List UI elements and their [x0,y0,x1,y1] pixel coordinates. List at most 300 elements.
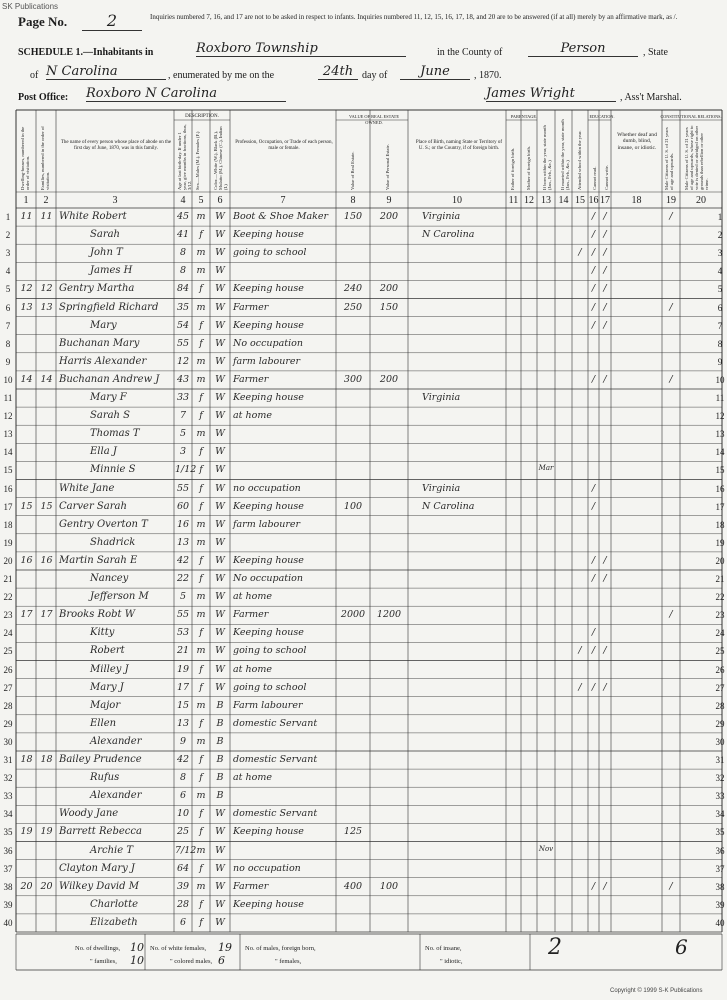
family-number: 11 [40,211,53,222]
birthplace: Virginia [422,392,461,403]
sex: f [199,500,203,512]
line-number: 35 [715,827,725,838]
cannot-write: / [603,681,607,693]
dwellings-label: No. of dwellings, [75,945,121,952]
column-number: 14 [558,195,569,206]
person-name: Robert [90,645,125,657]
line-number: 25 [715,646,725,657]
real-estate-value: 300 [343,373,363,385]
personal-estate-value: 200 [379,283,399,295]
line-number: 1 [717,212,723,222]
color: W [215,573,225,584]
real-estate-value: 150 [343,211,363,222]
line-number: 40 [3,917,13,928]
idiotic-label: " idiotic, [440,958,463,965]
line-number: 12 [715,411,725,422]
person-name: Major [90,699,121,711]
person-name: Harris Alexander [59,355,147,367]
line-number: 40 [715,917,725,928]
person-name: Sarah S [90,410,131,422]
occupation: at home [233,663,272,675]
dwelling-number: 17 [20,609,33,621]
color: W [215,464,225,476]
line-number: 26 [715,664,725,675]
col-vote-denied-header: Male Citizens of U. S. of 21 years of age and upwards, whose right to vote is denied or abridged on other grounds than rebellion or other crime. [684,125,709,190]
occupation: Keeping house [233,554,304,566]
cannot-write: / [603,247,607,259]
constitutional-header: CONSTITUTIONAL RELATIONS. [660,114,722,119]
line-number: 8 [5,338,11,349]
color: W [215,211,225,222]
dwelling-number: 18 [20,754,33,765]
marshal-label: , Ass't Marshal. [620,92,682,103]
person-name: Mary J [90,681,124,693]
age: 55 [176,482,190,494]
person-name: Brooks Robt W [59,609,135,621]
cannot-write: / [603,554,607,566]
color: W [215,247,225,259]
family-number: 12 [40,283,53,295]
line-number: 1 [5,212,11,222]
line-number: 2 [717,230,723,241]
color: W [215,645,225,657]
page-number: 2 [82,11,142,31]
line-number: 37 [715,863,725,874]
occupation: Keeping house [233,898,304,910]
col-infirmity-header: Whether deaf and dumb, blind, insane, or idiotic. [617,132,657,151]
age: 12 [176,355,190,367]
age: 45 [176,211,190,222]
age: 5 [179,591,187,603]
line-number: 34 [3,809,13,820]
sex: m [196,247,206,259]
line-number: 29 [3,718,13,729]
person-name: Thomas T [90,428,140,440]
sex: f [199,319,203,331]
male-citizen: / [669,373,673,385]
person-name: Mary [90,319,117,331]
line-number: 11 [715,393,725,403]
day-label: day of [362,70,388,81]
state: N Carolina [46,64,166,80]
sex: m [196,355,206,367]
attended-school: / [578,645,582,657]
line-number: 28 [715,700,725,711]
age: 15 [176,699,190,711]
cannot-read: / [591,283,596,295]
age: 54 [176,319,190,331]
col-male-citizens-header: Male Citizens of U. S. of 21 years of age and upwards. [664,127,674,190]
tally-mark-b: 6 [675,935,688,959]
col-sex-header: Sex.—Males (M.), Females (F.) [195,131,200,190]
sex: f [199,482,203,494]
occupation: at home [233,772,272,784]
line-number: 15 [715,465,725,476]
age: 13 [176,717,190,729]
age: 13 [176,536,190,548]
line-number: 21 [715,574,725,584]
cannot-read: / [591,265,596,277]
family-number: 19 [40,826,53,838]
family-number: 15 [40,500,53,512]
sex: m [196,265,206,277]
color: B [216,754,224,765]
line-number: 22 [715,592,725,603]
col-name-header: The name of every person whose place of abode on the first day of June, 1870, was in this family. [60,140,172,151]
sex: f [199,754,203,765]
cannot-read: / [591,247,596,259]
line-number: 3 [717,248,723,259]
person-name: Ella J [90,446,117,458]
dwelling-number: 19 [20,826,33,838]
col-cannot-read-header: Cannot read. [592,166,597,190]
age: 42 [176,754,190,765]
color: W [215,265,225,277]
column-number: 17 [600,195,610,206]
sex: m [196,844,206,856]
cannot-write: / [603,301,607,313]
column-number: 2 [43,195,49,206]
line-number: 16 [715,483,725,494]
age: 41 [176,229,190,241]
sex: m [196,211,206,222]
line-number: 36 [715,845,725,856]
color: W [215,283,225,295]
cannot-read: / [591,554,596,566]
dwelling-number: 11 [20,211,33,222]
line-number: 10 [3,374,13,385]
col-school-header: Attended school within the year. [577,130,582,190]
sex: m [196,735,206,747]
line-number: 19 [3,537,13,548]
age: 19 [176,663,190,675]
cannot-write: / [603,573,607,584]
cannot-read: / [591,573,596,584]
line-number: 39 [715,899,725,910]
age: 21 [176,645,190,657]
cannot-read: / [591,880,596,892]
person-name: Bailey Prudence [59,754,142,765]
foreign-females-label: " females, [275,958,302,965]
cannot-read: / [591,229,596,241]
sex: f [199,337,203,349]
sex: f [199,772,203,784]
male-citizen: / [669,301,673,313]
family-number: 14 [40,373,53,385]
occupation: Farmer [233,609,269,621]
line-number: 39 [3,899,13,910]
line-number: 4 [717,266,723,277]
color: W [215,482,225,494]
line-number: 4 [5,266,11,277]
line-number: 17 [715,501,725,512]
colored-males-label: " colored males, [170,958,213,965]
sex: f [199,283,203,295]
person-name: White Robert [59,211,127,222]
line-number: 18 [715,519,725,530]
occupation: going to school [233,681,307,693]
birthplace: N Carolina [422,229,475,241]
sex: m [196,301,206,313]
line-number: 27 [3,682,13,693]
attended-school: / [578,247,582,259]
real-estate-value: 400 [343,880,363,892]
sex: m [196,518,206,530]
column-number: 18 [631,195,642,206]
line-number: 25 [3,646,13,657]
color: B [216,717,224,729]
col-color-header: Color.—White (W.), Black (B.), Mulatto (M.), Chinese (C.), Indian (I.) [213,126,228,190]
sex: f [199,229,203,241]
col-age-header: Age at last birth-day. If under 1 year, give months in fractions, thus, 3/12. [177,124,192,190]
occupation: No occupation [233,573,303,584]
color: W [215,355,225,367]
family-number: 17 [40,609,53,621]
sex: f [199,826,203,838]
person-name: Archie T [90,844,134,856]
line-number: 30 [3,736,13,747]
occupation: farm labourer [233,355,301,367]
families-label: " families, [90,958,117,965]
marshal: James Wright [486,86,616,102]
line-number: 22 [3,592,13,603]
sex: f [199,717,203,729]
line-number: 12 [3,411,13,422]
column-number: 16 [588,195,599,206]
cannot-write: / [603,211,607,222]
age: 5 [179,428,187,440]
age: 8 [179,265,187,277]
sex: f [199,681,203,693]
month: June [400,64,470,80]
sex: m [196,880,206,892]
line-number: 6 [717,302,723,313]
line-number: 23 [715,610,725,621]
line-number: 11 [3,393,13,403]
line-number: 7 [717,320,723,331]
column-number: 3 [112,195,118,206]
person-name: Alexander [90,735,142,747]
col-mother-foreign-header: Mother of foreign birth. [526,146,531,190]
dwellings-count: 10 [130,941,144,954]
real-estate-value: 240 [343,283,363,295]
line-number: 21 [3,574,13,584]
sex: m [196,699,206,711]
education-header: EDUCATION. [589,114,615,119]
male-citizen: / [669,211,673,222]
line-number: 30 [715,736,725,747]
col-dwelling-header: Dwelling-houses, numbered in the order of visitation. [20,126,30,190]
state-label: , State [643,47,668,58]
col-real-estate-header: Value of Real Estate. [350,151,355,190]
column-number: 9 [386,195,392,206]
line-number: 38 [3,881,13,892]
age: 16 [176,518,190,530]
age: 39 [176,880,190,892]
age: 25 [176,826,190,838]
line-number: 9 [5,356,11,367]
sex: f [199,808,203,820]
cannot-write: / [603,283,607,295]
sex: m [196,609,206,621]
line-number: 24 [3,628,13,639]
foreign-males-label: No. of males, foreign born, [245,945,316,952]
cannot-write: / [603,265,607,277]
occupation: at home [233,410,272,422]
insane-label: No. of insane, [425,945,462,952]
year: , 1870. [474,70,502,81]
column-number: 1 [23,195,29,206]
occupation: Keeping house [233,229,304,241]
line-number: 37 [3,863,13,874]
sex: f [199,663,203,675]
occupation: no occupation [233,482,301,494]
color: W [215,392,225,403]
col-married-year-header: If married within the year, state month (Jan., Feb., &c.) [560,119,570,190]
line-number: 5 [717,284,723,295]
line-number: 19 [715,537,725,548]
value-header: VALUE OF REAL ESTATE OWNED. [348,114,399,125]
line-number: 31 [3,755,13,765]
sex: m [196,645,206,657]
line-number: 2 [5,230,11,241]
color: W [215,319,225,331]
person-name: Jefferson M [90,591,149,603]
column-number: 12 [524,195,534,206]
age: 55 [176,337,190,349]
personal-estate-value: 100 [379,880,399,892]
line-number: 32 [715,773,725,784]
person-name: Wilkey David M [59,880,139,892]
age: 42 [176,554,190,566]
color: W [215,681,225,693]
color: W [215,410,225,422]
cannot-read: / [591,211,596,222]
real-estate-value: 125 [343,826,363,838]
column-number: 5 [198,195,204,206]
person-name: White Jane [59,482,115,494]
age: 10 [176,808,190,820]
age: 8 [179,247,187,259]
age: 9 [179,735,187,747]
column-number: 11 [508,195,519,206]
person-name: Elizabeth [90,916,138,928]
occupation: Keeping house [233,826,304,838]
dwelling-number: 16 [20,554,33,566]
age: 17 [176,681,190,693]
watermark: SK Publications [2,2,59,11]
cannot-write: / [603,645,607,657]
occupation: domestic Servant [233,717,318,729]
cannot-read: / [591,645,596,657]
age: 6 [179,916,187,928]
person-name: James H [90,265,133,277]
column-number: 7 [280,195,286,206]
color: W [215,428,225,440]
cannot-read: / [591,373,596,385]
column-number: 19 [666,195,676,206]
color: B [216,699,224,711]
family-number: 20 [40,880,53,892]
line-number: 29 [715,718,725,729]
person-name: Mary F [90,392,127,403]
sex: f [199,627,203,639]
col-born-year-header: If born within the year, state month (Jan., Feb., &c.) [542,125,552,190]
sex: f [199,392,203,403]
occupation: Farm labourer [233,699,303,711]
personal-estate-value: 200 [379,211,399,222]
male-citizen: / [669,609,673,621]
column-number: 6 [217,195,223,206]
line-number: 33 [3,791,13,802]
personal-estate-value: 150 [379,301,399,313]
person-name: Charlotte [90,898,139,910]
family-number: 16 [40,554,53,566]
col-occupation-header: Profession, Occupation, or Trade of each person, male or female. [235,140,333,151]
age: 60 [176,500,190,512]
age: 1/12 [175,464,197,476]
color: W [215,898,225,910]
cannot-read: / [591,681,596,693]
color: W [215,609,225,621]
line-number: 14 [3,447,13,458]
line-number: 8 [717,338,723,349]
schedule-label: SCHEDULE 1.—Inhabitants in [18,47,154,58]
color: W [215,554,225,566]
person-name: Nancey [90,573,129,584]
age: 7/12 [175,844,197,856]
color: W [215,500,225,512]
person-name: Buchanan Mary [59,337,140,349]
sex: f [199,573,203,584]
age: 6 [179,790,187,802]
occupation: No occupation [233,337,303,349]
person-name: Kitty [90,627,115,639]
person-name: Alexander [90,790,142,802]
color: W [215,518,225,530]
sex: f [199,916,203,928]
sex: f [199,862,203,874]
color: W [215,808,225,820]
col-father-foreign-header: Father of foreign birth. [510,147,515,190]
colored-males-count: 6 [218,954,225,967]
line-number: 35 [3,827,13,838]
person-name: John T [90,247,123,259]
line-number: 14 [715,447,725,458]
sex: m [196,790,206,802]
family-number: 13 [40,301,53,313]
line-number: 10 [715,374,725,385]
color: B [216,790,224,802]
age: 3 [179,446,187,458]
color: W [215,301,225,313]
line-number: 5 [5,284,11,295]
color: W [215,337,225,349]
person-name: Woody Jane [59,808,119,820]
instructions: Inquiries numbered 7, 16, and 17 are not to be asked in respect to infants. Inquiries numbered 11, 12, 15, 16, 17, 18, and 20 are to be answered (if at all) merely by an affirmative mark, as /. [150,13,678,21]
age: 28 [176,898,190,910]
dwelling-number: 14 [20,373,33,385]
family-number: 18 [40,754,53,765]
enum-label: , enumerated by me on the [168,70,275,81]
sex: m [196,591,206,603]
occupation: domestic Servant [233,808,318,820]
person-name: Sarah [90,229,120,241]
sex: m [196,373,206,385]
county-label: in the County of [437,47,503,58]
occupation: domestic Servant [233,754,318,765]
line-number: 16 [3,483,13,494]
